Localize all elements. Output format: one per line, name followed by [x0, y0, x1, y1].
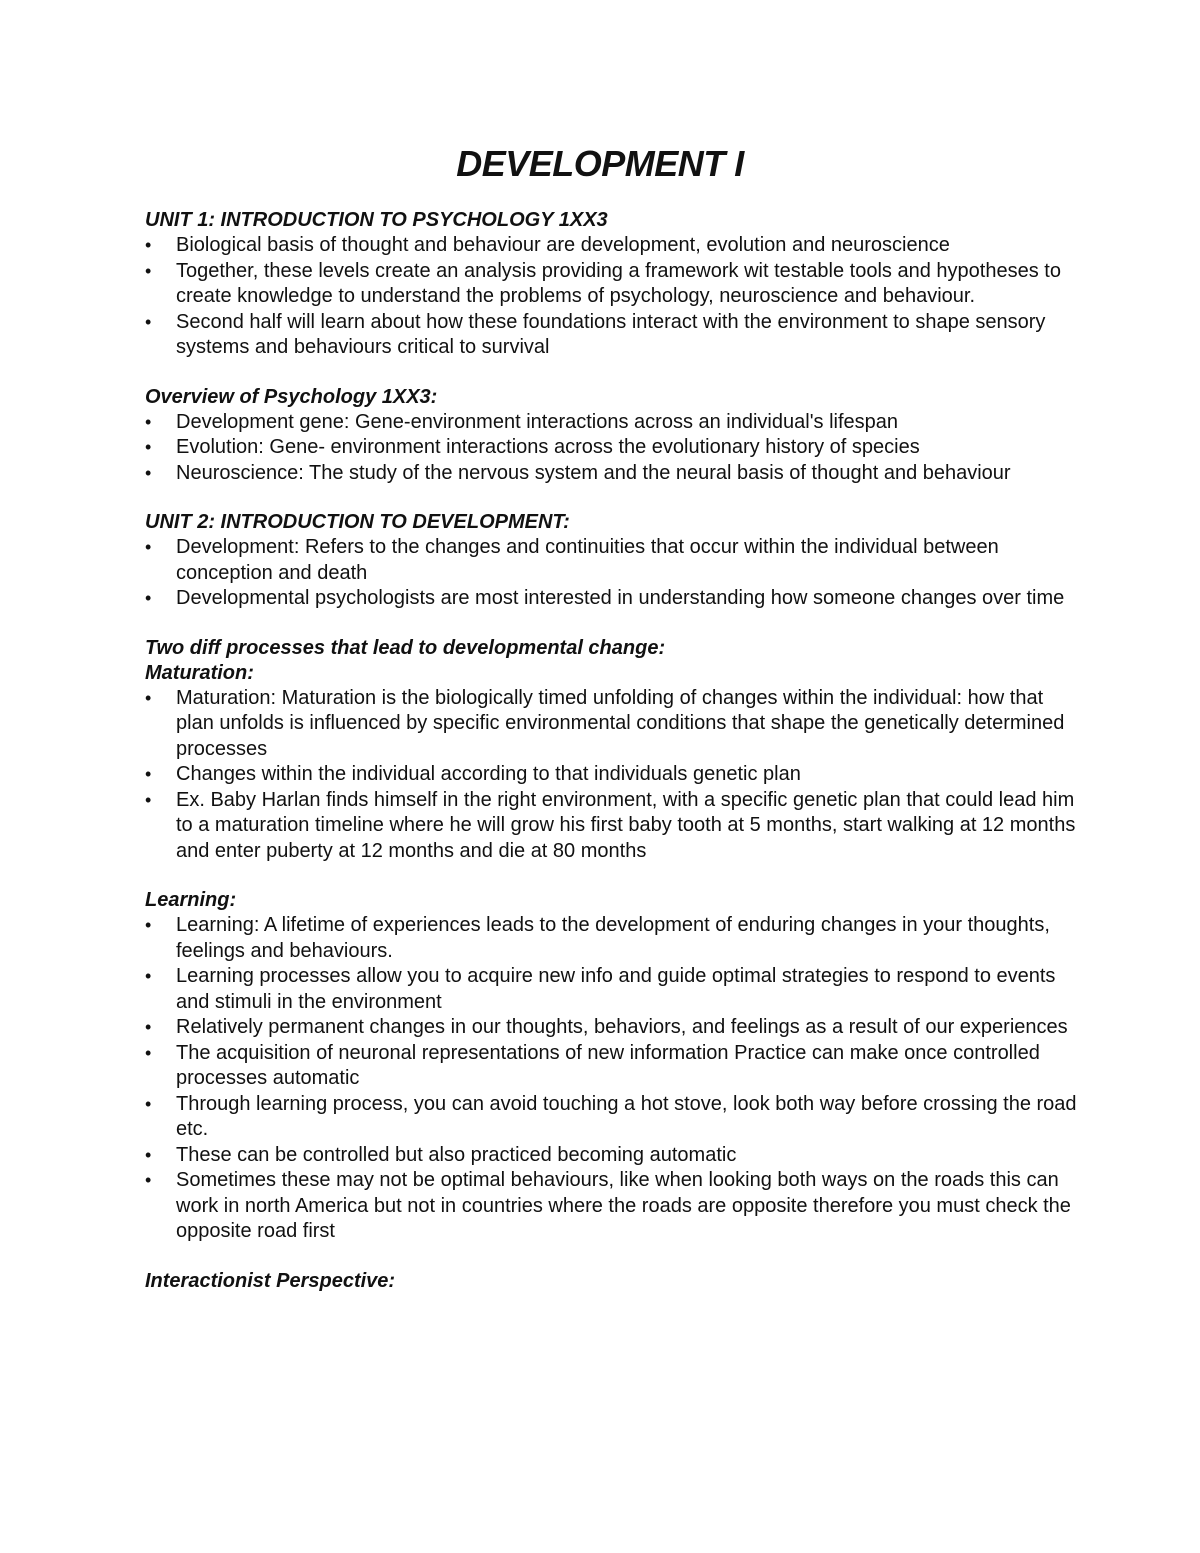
bullet-item: • Biological basis of thought and behaviour are development, evolution and neuroscience: [145, 233, 1080, 259]
bullet-item: • Learning: A lifetime of experiences leads to the development of enduring changes in your thoughts, feelings and behaviours.: [145, 913, 1080, 964]
bullet-item: • Changes within the individual according to that individuals genetic plan: [145, 762, 1080, 788]
document-title: DEVELOPMENT I: [456, 143, 744, 184]
bullet-list: [145, 410, 1080, 487]
section-heading: Overview of Psychology 1XX3:: [145, 385, 438, 408]
bullet-item: • Sometimes these may not be optimal behaviours, like when looking both ways on the roads this can work in north America but not in countries where the roads are opposite therefore you must check the opposite road first: [145, 1168, 1080, 1245]
document-body: [145, 208, 1080, 1294]
section: [145, 1269, 1080, 1294]
bullet-item: • Developmental psychologists are most interested in understanding how someone changes over time: [145, 586, 1080, 612]
bullet-item: • Through learning process, you can avoid touching a hot stove, look both way before crossing the road etc.: [145, 1092, 1080, 1143]
section: [145, 510, 1080, 612]
bullet-list: [145, 686, 1080, 865]
section-heading: Interactionist Perspective:: [145, 1269, 396, 1292]
bullet-item: • Development: Refers to the changes and continuities that occur within the individual between conception and death: [145, 535, 1080, 586]
bullet-item: • Neuroscience: The study of the nervous system and the neural basis of thought and behaviour: [145, 461, 1080, 487]
bullet-item: • Development gene: Gene-environment interactions across an individual's lifespan: [145, 410, 1080, 436]
section-heading: Learning:: [145, 889, 237, 911]
section-heading: UNIT 1: INTRODUCTION TO PSYCHOLOGY 1XX3: [145, 209, 608, 231]
bullet-list: [145, 535, 1080, 612]
bullet-item: • These can be controlled but also practiced becoming automatic: [145, 1143, 1080, 1169]
section: [145, 888, 1080, 1245]
section: [145, 636, 1080, 865]
section: [145, 385, 1080, 487]
bullet-item: • Together, these levels create an analysis providing a framework wit testable tools and hypotheses to create knowledge to understand the problems of psychology, neuroscience and behaviour.: [145, 259, 1080, 310]
bullet-item: • Ex. Baby Harlan finds himself in the right environment, with a specific genetic plan that could lead him to a maturation timeline where he will grow his first baby tooth at 5 months, start walking at 12 months and enter puberty at 12 months and die at 80 months: [145, 788, 1080, 865]
bullet-item: • Second half will learn about how these foundations interact with the environment to shape sensory systems and behaviours critical to survival: [145, 310, 1080, 361]
bullet-list: [145, 913, 1080, 1245]
bullet-item: • Learning processes allow you to acquire new info and guide optimal strategies to respond to events and stimuli in the environment: [145, 964, 1080, 1015]
section-heading: Maturation:: [145, 661, 254, 684]
bullet-item: • The acquisition of neuronal representations of new information Practice can make once controlled processes automatic: [145, 1041, 1080, 1092]
bullet-item: • Relatively permanent changes in our thoughts, behaviors, and feelings as a result of our experiences: [145, 1015, 1080, 1041]
section: [145, 208, 1080, 361]
bullet-item: • Maturation: Maturation is the biologically timed unfolding of changes within the individual: how that plan unfolds is influenced by specific environmental conditions that shape the genetically determined processes: [145, 686, 1080, 763]
bullet-item: • Evolution: Gene- environment interactions across the evolutionary history of species: [145, 435, 1080, 461]
bullet-list: [145, 233, 1080, 361]
section-heading: UNIT 2: INTRODUCTION TO DEVELOPMENT:: [145, 511, 570, 533]
section-heading: Two diff processes that lead to developmental change:: [145, 636, 666, 659]
